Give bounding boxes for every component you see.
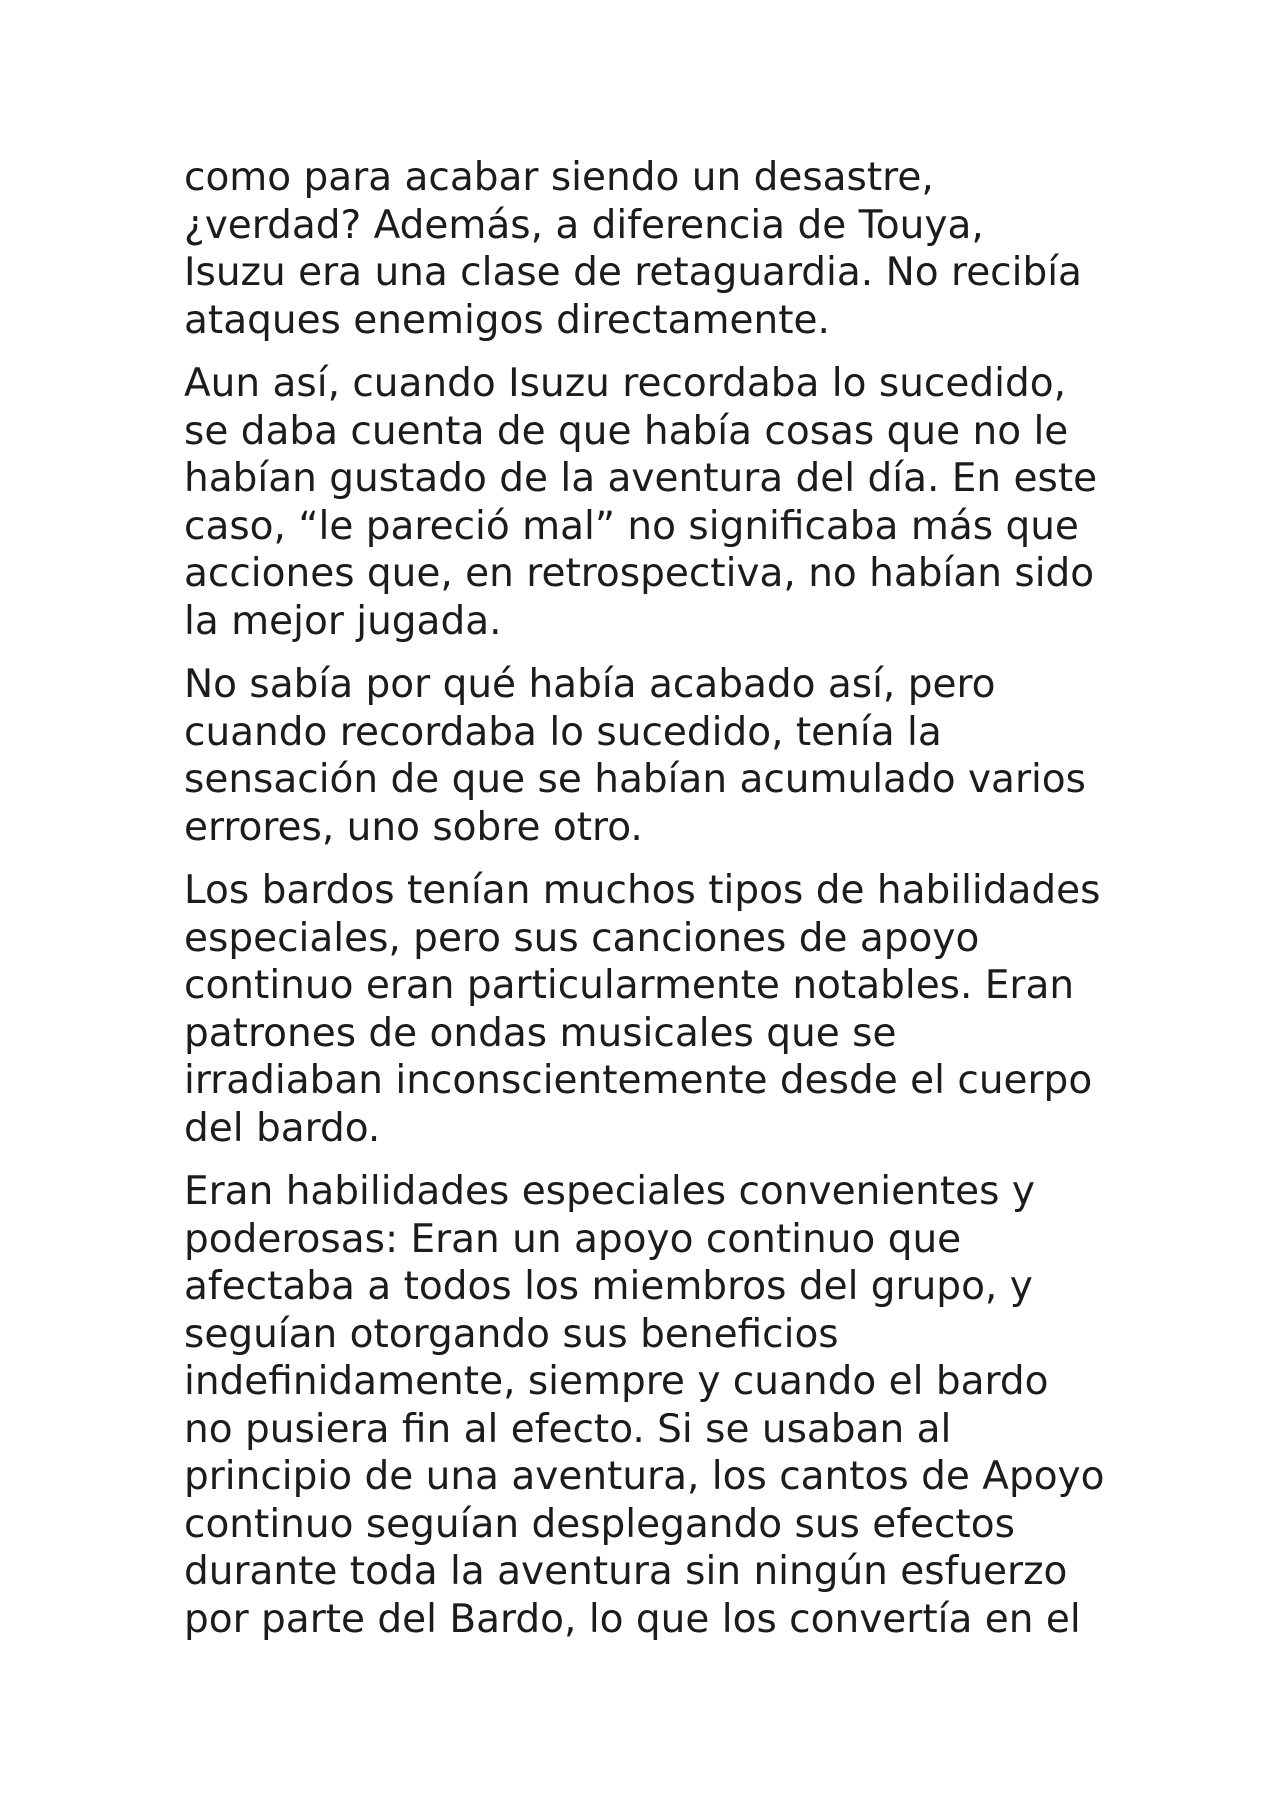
text-line: Isuzu era una clase de retaguardia. No recibía <box>184 250 1082 295</box>
text-line: cuando recordaba lo sucedido, tenía la <box>184 709 942 755</box>
text-line: seguían otorgando sus beneficios <box>184 1311 839 1357</box>
text-line: ¿verdad? Además, a diferencia de Touya, <box>184 202 984 248</box>
text-line: ataques enemigos directamente. <box>184 297 830 343</box>
text-line: principio de una aventura, los cantos de Apoyo <box>184 1454 1105 1499</box>
paragraph <box>184 1168 1144 1643</box>
text-line: durante toda la aventura sin ningún esfuerzo <box>184 1549 1068 1594</box>
paragraph <box>184 661 1144 851</box>
text-line: poderosas: Eran un apoyo continuo que <box>184 1216 962 1262</box>
text-line: continuo eran particularmente notables. Eran <box>184 963 1075 1008</box>
text-line: caso, “le pareció mal” no significaba más que <box>184 503 1079 549</box>
paragraph <box>184 154 1144 344</box>
text-line: Eran habilidades especiales convenientes y <box>184 1169 1035 1214</box>
paragraph <box>184 360 1144 645</box>
text-line: continuo seguían desplegando sus efectos <box>184 1501 1015 1547</box>
text-line: por parte del Bardo, lo que los convertía en el <box>184 1596 1081 1642</box>
text-line: patrones de ondas musicales que se <box>184 1010 897 1056</box>
text-line: Aun así, cuando Isuzu recordaba lo sucedido, <box>184 361 1066 406</box>
text-line: como para acabar siendo un desastre, <box>184 155 934 200</box>
text-line: se daba cuenta de que había cosas que no le <box>184 408 1069 454</box>
text-line: habían gustado de la aventura del día. En este <box>184 456 1098 501</box>
document-page <box>184 154 1144 1659</box>
text-line: Los bardos tenían muchos tipos de habilidades <box>184 868 1101 913</box>
text-line: afectaba a todos los miembros del grupo, y <box>184 1264 1033 1309</box>
text-line: indefinidamente, siempre y cuando el bardo <box>184 1359 1049 1404</box>
text-line: sensación de que se habían acumulado varios <box>184 757 1086 802</box>
text-line: errores, uno sobre otro. <box>184 804 643 850</box>
text-line: irradiaban inconscientemente desde el cuerpo <box>184 1058 1093 1103</box>
text-line: no pusiera fin al efecto. Si se usaban al <box>184 1406 952 1452</box>
text-line: la mejor jugada. <box>184 598 502 644</box>
text-line: acciones que, en retrospectiva, no habían sido <box>184 551 1095 596</box>
text-line: especiales, pero sus canciones de apoyo <box>184 915 980 961</box>
text-line: del bardo. <box>184 1105 381 1151</box>
text-line: No sabía por qué había acabado así, pero <box>184 662 996 707</box>
paragraph <box>184 867 1144 1152</box>
